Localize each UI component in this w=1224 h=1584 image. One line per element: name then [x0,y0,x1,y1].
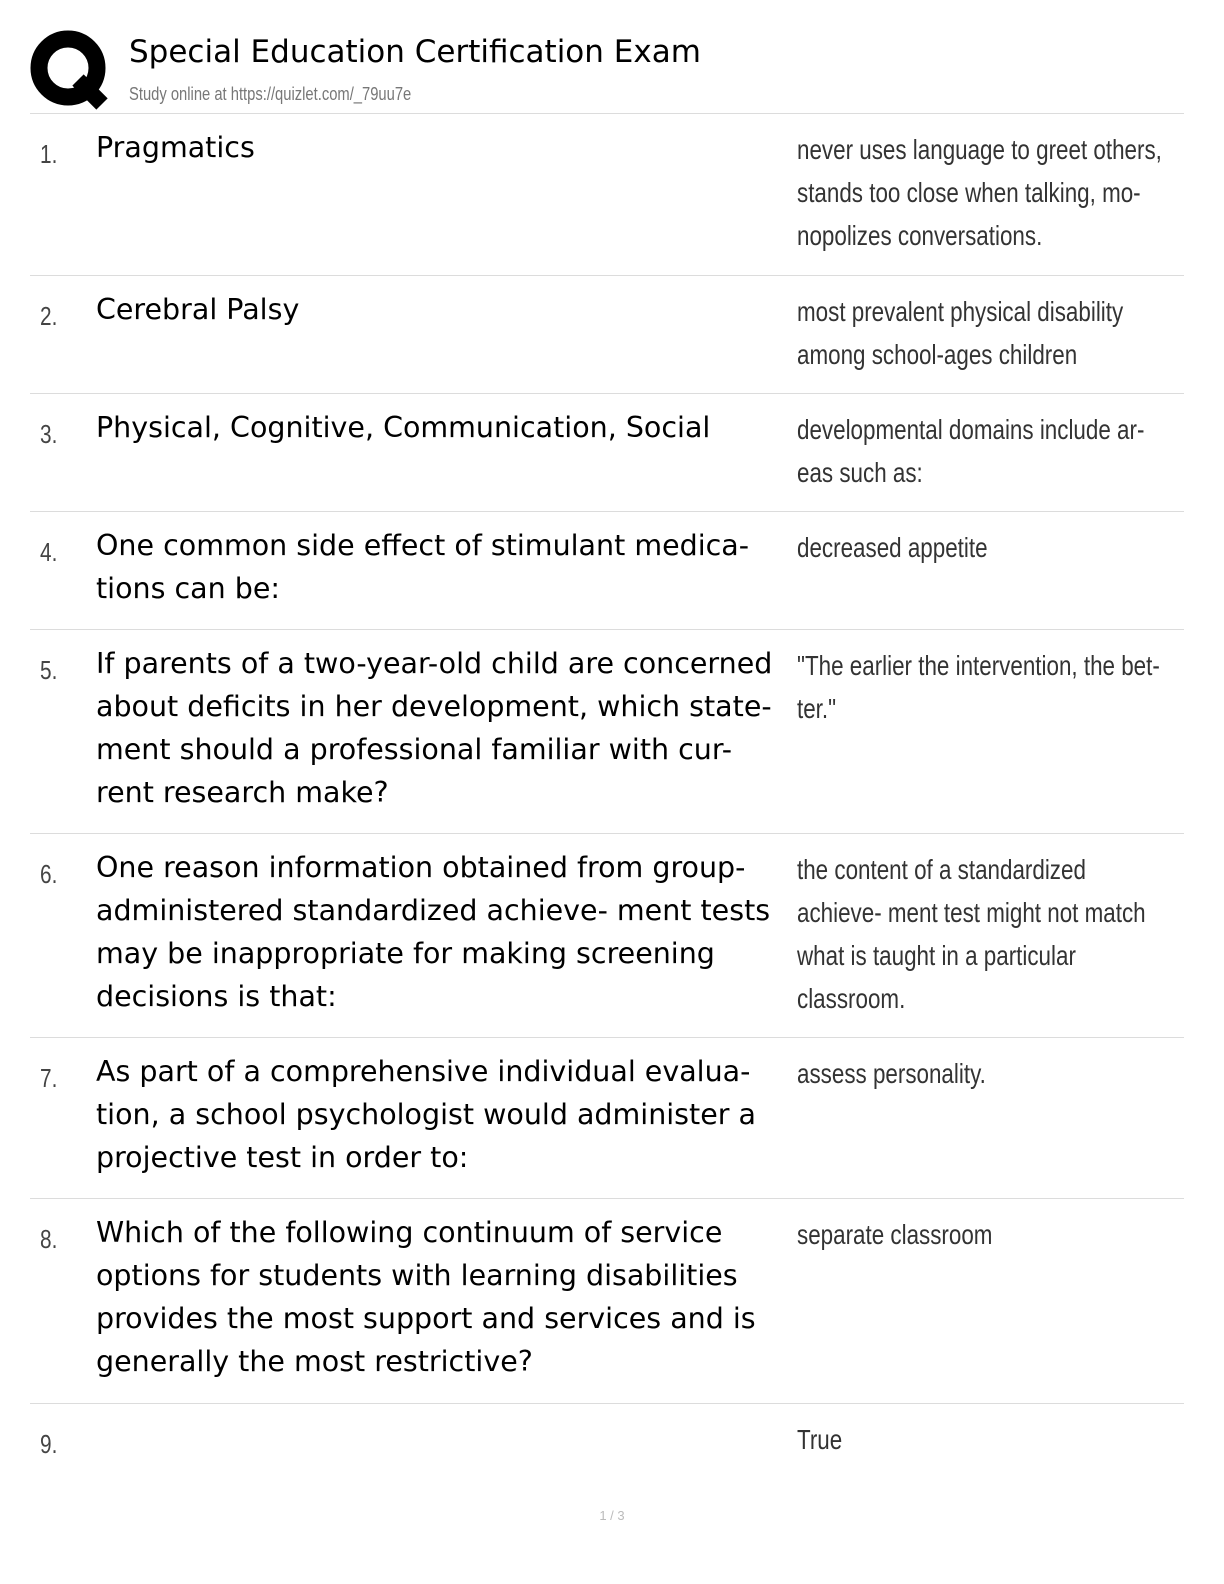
card-number: 8. [40,1224,58,1254]
card-number: 9. [40,1429,58,1459]
card-number: 4. [40,537,58,567]
card-number: 5. [40,655,58,685]
card-row [30,393,1184,511]
card-number: 3. [40,419,58,449]
card-term: Pragmatics [96,131,255,164]
card-term: As part of a comprehensive individual evalua- tion, a school psychologist would administer a projective test in order to: [96,1055,756,1174]
card-row [30,833,1184,1037]
card-definition: never uses language to greet others, stands too close when talking, mo- nopolizes conversations. [797,134,1162,251]
card-term: Cerebral Palsy [96,293,300,326]
card-row [30,1198,1184,1403]
card-number: 1. [40,139,58,169]
card-number: 7. [40,1063,58,1093]
card-definition: assess personality. [797,1058,986,1089]
document-title: Special Education Certification Exam [129,34,701,70]
card-definition: the content of a standardized achieve- ment test might not match what is taught in a particular classroom. [797,854,1146,1014]
study-online-link[interactable]: Study online at https://quizlet.com/_79uu7e [129,84,412,104]
card-row [30,629,1184,833]
card-term: Physical, Cognitive, Communication, Social [96,411,711,444]
card-definition: developmental domains include ar- eas such as: [797,414,1145,488]
card-definition: "The earlier the intervention, the bet- ter." [797,650,1160,724]
flashcard-list [30,113,1184,1483]
card-number: 2. [40,301,58,331]
card-row [30,511,1184,629]
card-definition: most prevalent physical disability among school-ages children [797,296,1124,370]
card-term: Which of the following continuum of service options for students with learning disabilities provides the most support and services and is generally the most restrictive? [96,1216,756,1378]
quizlet-logo-icon [30,30,110,110]
card-definition: True [797,1424,843,1455]
card-row [30,1403,1184,1483]
card-term: If parents of a two-year-old child are concerned about deficits in her development, which state- ment should a professional familiar with cur- rent research make? [96,647,773,809]
card-row [30,275,1184,393]
card-term: One common side effect of stimulant medica- tions can be: [96,529,750,605]
card-definition: separate classroom [797,1219,993,1250]
card-term: One reason information obtained from group-administered standardized achieve- ment tests may be inappropriate for making screening decisions is that: [96,851,771,1013]
card-definition: decreased appetite [797,532,988,563]
card-number: 6. [40,859,58,889]
card-row [30,113,1184,275]
card-row [30,1037,1184,1198]
page-number: 1 / 3 [599,1508,625,1523]
